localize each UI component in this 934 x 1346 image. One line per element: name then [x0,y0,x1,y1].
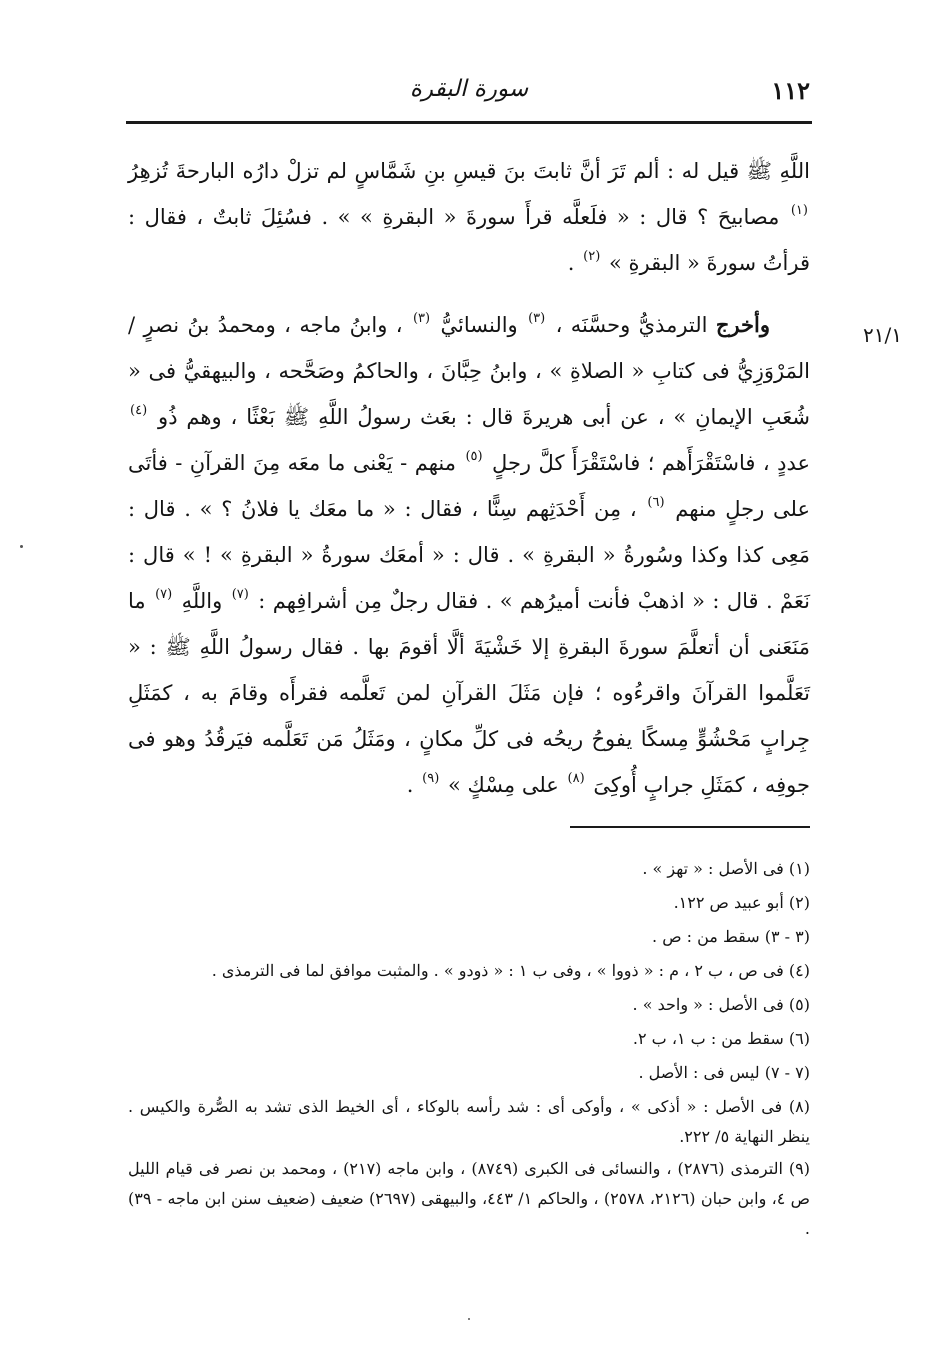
main-text [128,148,810,808]
running-title: سورة البقرة [409,76,529,102]
footnote-8: (٨) فى الأصل : « أذكى » ، وأوكى أى : شد رأسه بالوكاء ، أى الخيط الذى تشد به الصُّرة والكيس . ينظر النهاية ٥/ ٢٢٢. [128,1097,810,1146]
scan-speck [468,1318,470,1320]
scan-speck [20,545,23,548]
text-segment: ، وابنُ ماجه ، ومحمدُ بنُ نصرٍ /المَرْوَزِيُّ فى كتابِ « الصلاةِ » ، وابنُ حِبَّانَ ، والحاكمُ وصَحَّحه ، والبيهقيُّ فى « شُعَبِ الإيمانِ » ، عن أبى هريرةَ قال : بعَث رسولُ اللَّهِ ﷺ بَعْثًا ، وهم ذُو [128,313,810,429]
margin-reference: ٢١/١ [863,323,902,347]
text-segment: منهم - يَعْنى ما معَه مِنَ القرآنِ - فأتَى على رجلٍ منهم [128,451,810,521]
footnote-3: (٣ - ٣) سقط من : ص . [652,927,810,946]
footnote-marker-3-close: (٣) [412,311,431,326]
text-segment: ما مَنَعَنى أن أتعلَّمَ سورةَ البقرةِ إلا خَشْيَةَ ألَّا أقومَ بها . فقال رسولُ اللَّهِ ﷺ : « تَعَلَّموا القرآنَ واقرءُوه ؛ فإن مَثَلَ القرآنِ لمن تَعلَّمه فقرأَه وقامَ به ، كمَثَلِ جِرابٍ مَحْشُوٍّ مِسكًا يفوحُ ريحُه فى كلِّ مكانٍ ، ومَثَلُ مَن تَعَلَّمه فيَرقُدُ وهو فى جوفِه ، كمَثَلِ جرابٍ أُوكِىَ [128,589,810,797]
text-segment: عددٍ ، فاسْتَقْرَأَهم ؛ فاسْتَقْرَأَ كلَّ رجلٍ [492,451,810,475]
footnote-2: (٢) أبو عبيد ص ١٢٢. [673,893,810,912]
page-number: ١١٢ [771,76,810,105]
paragraph-1 [128,148,810,286]
footnote-marker-9: (٩) [422,771,440,786]
text-segment: على مِسْكٍ » [447,773,559,797]
text-segment: والنسائيُّ [440,313,518,337]
footnotes [128,852,810,1246]
footnote-rule [570,826,810,828]
footnote-marker-7-close: (٧) [155,587,173,602]
footnote-marker-2: (٢) [583,249,601,264]
footnote-marker-1: (١) [790,203,808,218]
paragraph-2 [128,302,810,808]
text-segment: . [567,251,575,275]
footnote-6: (٦) سقط من : ب ١، ب ٢. [632,1029,810,1048]
footnote-7: (٧ - ٧) ليس فى : الأصل . [638,1063,810,1082]
footnote-4: (٤) فى ص ، ب ٢ ، م : « ذووا » ، وفى ب ١ : « ذودو » . والمثبت موافق لما فى الترمذى . [211,961,810,980]
footnote-1: (١) فى الأصل : « تهز » . [642,859,810,878]
text-segment: مصابيحَ ؟ قال : « فلَعلَّه قرأَ سورةَ « البقرةِ » » . فسُئِلَ ثابتٌ ، فقال : قرأتُ سورةَ « البقرةِ » [128,205,810,275]
text-segment: ، مِن أَحْدَثِهم سِنًّا ، فقال : « ما معَك يا فلانُ ؟ » . قال : مَعِى كذا وكذا وسُورةُ « البقرةِ » . قال : « أمعَك سورةُ « البقرةِ » ! » قال : نَعَمْ . قال : « اذهبْ فأنت أميرُهم » . فقال رجلٌ مِن أشرافِهم : [128,497,811,613]
text-segment: واللَّهِ [181,589,223,613]
footnote-marker-8: (٨) [567,771,585,786]
paragraph-lead-word: وأخرج [715,312,770,337]
footnote-5: (٥) فى الأصل : « واحد » . [632,995,810,1014]
page-header [128,70,810,114]
footnote-marker-3-open: (٣) [528,311,546,326]
footnote-9: (٩) الترمذى (٢٨٧٦) ، والنسائى فى الكبرى (٨٧٤٩) ، وابن ماجه (٢١٧) ، ومحمد بن نصر فى قيام الليل ص ٤، وابن حبان (٢١٢٦، ٢٥٧٨) ، والحاكم ١/ ٤٤٣، والبيهقى (٢٦٩٧) ضعيف (ضعيف سنن ابن ماجه - ٣٩) . [128,1159,811,1238]
footnote-marker-5: (٥) [465,449,483,464]
footnote-marker-6: (٦) [647,495,665,510]
footnote-marker-7-open: (٧) [231,587,249,602]
text-segment: الترمذيُّ وحسَّنَه ، [555,313,708,337]
footnote-marker-4: (٤) [130,403,148,418]
text-segment: . [406,773,414,797]
text-segment: اللَّهِ ﷺ قيل له : ألم تَرَ أنَّ ثابتَ بنَ قيسِ بنِ شَمَّاسٍ لم تزلْ دارُه البارحةَ تُزهِرُ [128,159,810,183]
header-rule [126,121,812,124]
